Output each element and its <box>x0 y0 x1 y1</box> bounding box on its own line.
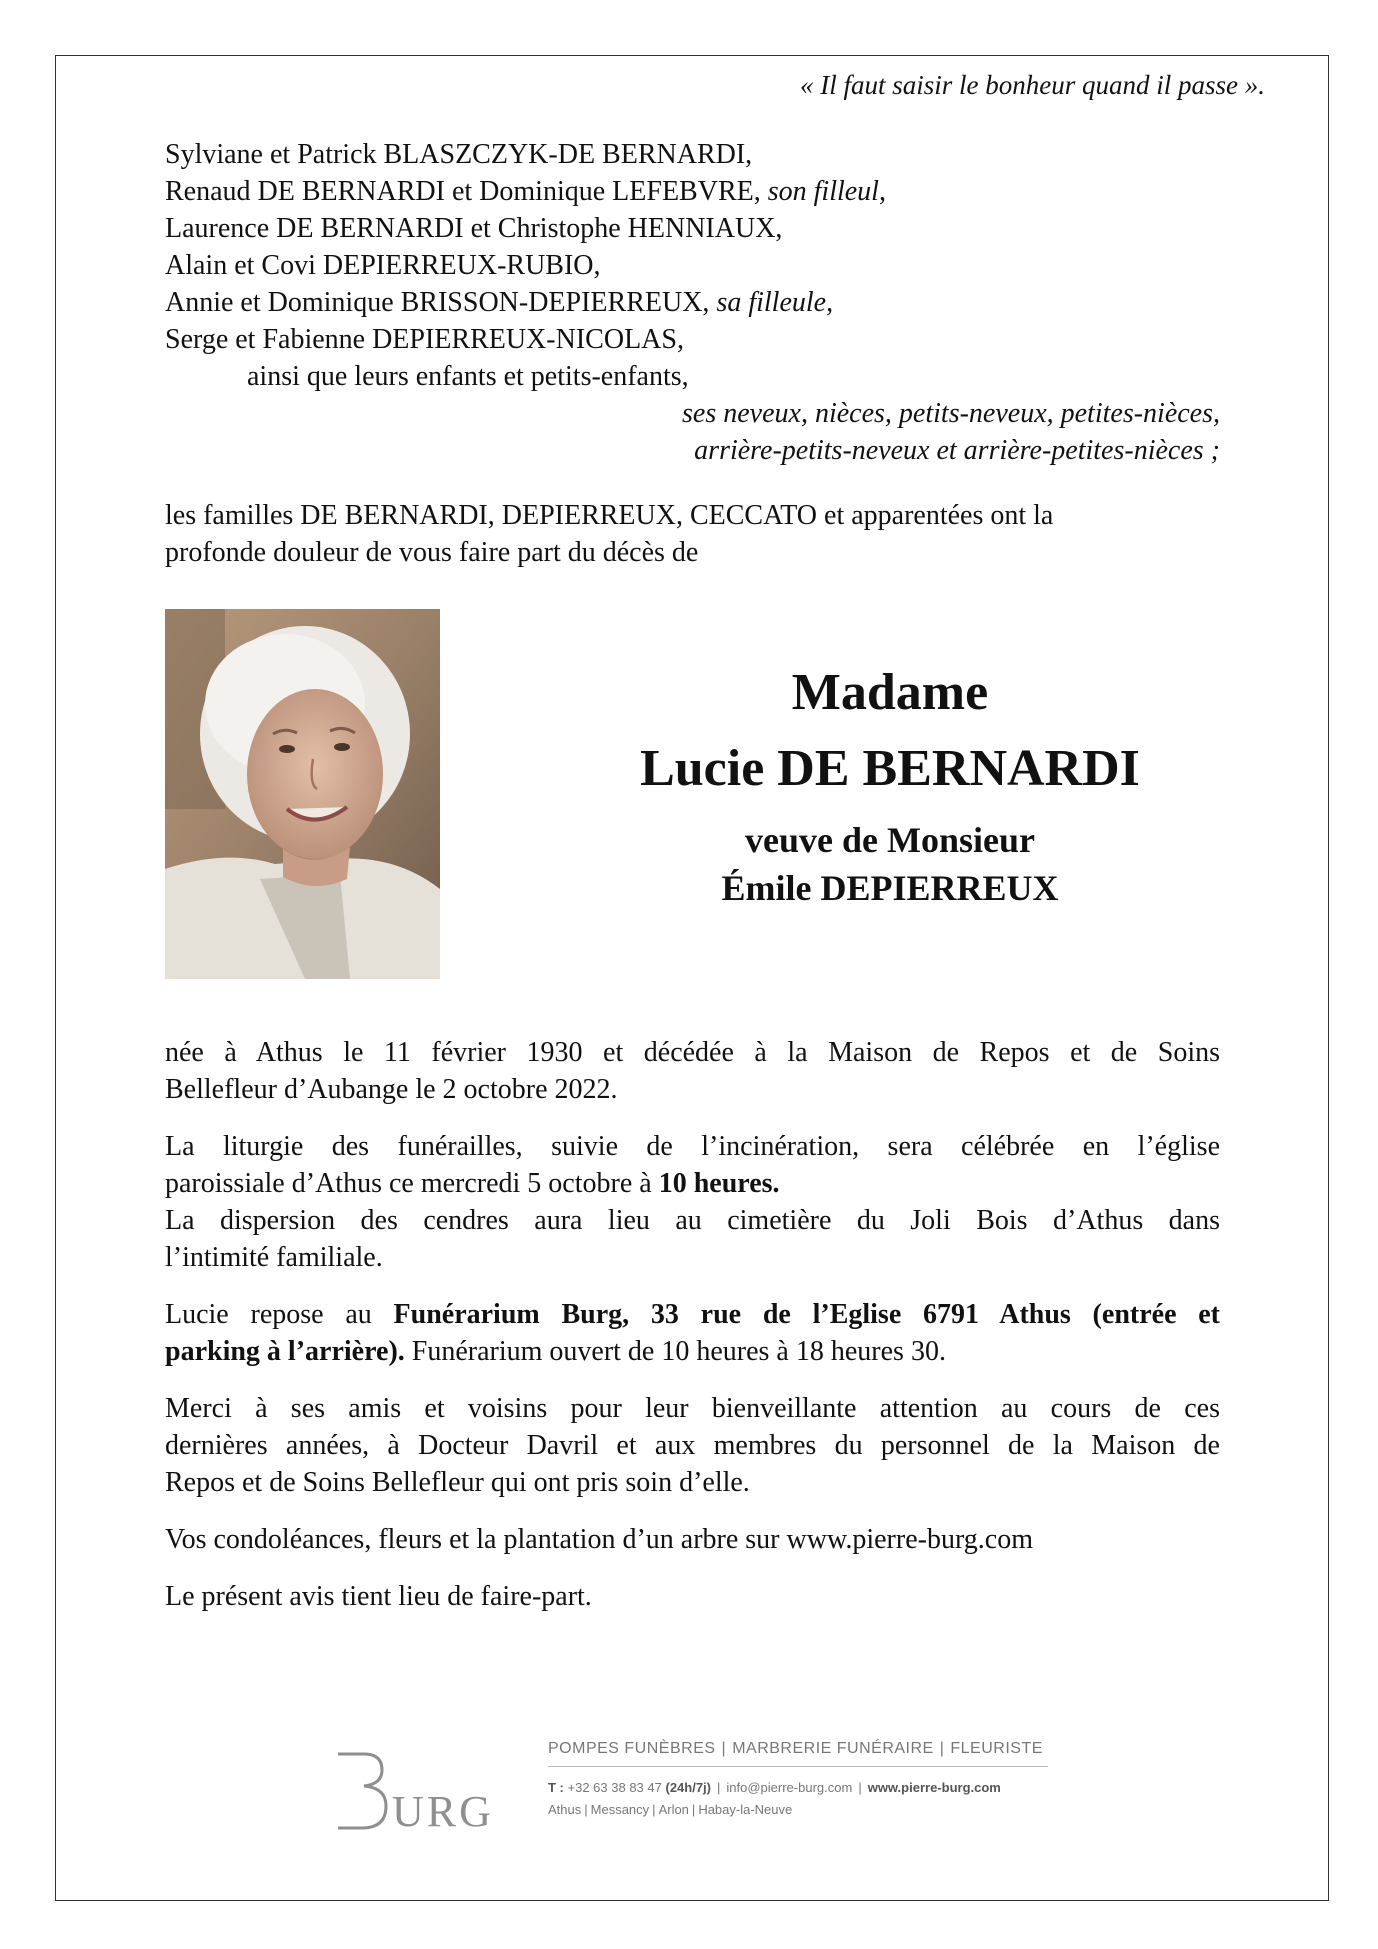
birth-paragraph: née à Athus le 11 février 1930 et décédée à la Maison de Repos et de Soins Bellefleur d’Aubange le 2 octobre 2022. <box>165 1037 1220 1105</box>
contact-line: T : +32 63 38 83 47 (24h/7j) | info@pierre-burg.com | www.pierre-burg.com <box>548 1780 1001 1795</box>
relation-note: sa filleule <box>716 287 827 318</box>
rest-paragraph: Lucie repose au Funérarium Burg, 33 rue de l’Eglise 6791 Athus (entrée et parking à l’arrière). Funérarium ouvert de 10 heures à 18 heures 30. <box>165 1299 1220 1367</box>
deceased-name-block <box>560 658 1220 912</box>
burg-logo <box>334 1748 509 1833</box>
thanks-paragraph: Merci à ses amis et voisins pour leur bienveillante attention au cours de ces dernières années, à Docteur Davril et aux membres du personnel de la Maison de Repos et de Soins Bellefleur qui ont pris soin d’elle. <box>165 1393 1220 1498</box>
phone-number[interactable]: +32 63 38 83 47 <box>567 1780 662 1795</box>
condolences-paragraph: Vos condoléances, fleurs et la plantation d’un arbre sur www.pierre-burg.com <box>165 1524 1033 1555</box>
portrait-photo <box>165 609 440 979</box>
liturgy-paragraph: La liturgie des funérailles, suivie de l’incinération, sera célébrée en l’église paroissiale d’Athus ce mercredi 5 octobre à 10 heures. La dispersion des cendres aura lieu au cimetière du Joli Bois d’Athus dans l’intimité familiale. <box>165 1131 1220 1273</box>
deceased-name: Lucie DE BERNARDI <box>640 740 1140 797</box>
email-link[interactable]: info@pierre-burg.com <box>726 1780 853 1795</box>
notice-body <box>165 1034 1220 1635</box>
funeral-home-address: Funérarium Burg, 33 rue de l’Eglise 6791 Athus (entrée et <box>393 1299 1220 1330</box>
nephews-line: ses neveux, nièces, petits-neveux, petites-nièces, <box>682 398 1220 429</box>
family-line: Alain et Covi DEPIERREUX-RUBIO, <box>165 250 601 281</box>
announcement-text: les familles DE BERNARDI, DEPIERREUX, CECCATO et apparentées ont la profonde douleur de vous faire part du décès de <box>165 500 1054 568</box>
family-line: Laurence DE BERNARDI et Christophe HENNIAUX, <box>165 213 783 244</box>
family-list <box>165 136 1220 469</box>
epigraph-quote: « Il faut saisir le bonheur quand il passe ». <box>800 70 1265 100</box>
children-line: ainsi que leurs enfants et petits-enfants, <box>247 361 689 392</box>
relation-note: son filleul <box>767 176 879 207</box>
deceased-title: Madame <box>791 664 989 721</box>
svg-text:URG: URG <box>392 1787 494 1833</box>
family-line: Sylviane et Patrick BLASZCZYK-DE BERNARDI, <box>165 139 753 170</box>
nephews-line: arrière-petits-neveux et arrière-petites-nièces ; <box>694 435 1220 466</box>
widow-line: veuve de Monsieur <box>745 820 1035 860</box>
family-line: Renaud DE BERNARDI et Dominique LEFEBVRE, son filleul, <box>165 176 886 207</box>
services-line: POMPES FUNÈBRES | MARBRERIE FUNÉRAIRE | FLEURISTE <box>548 1740 1048 1767</box>
notice-paragraph: Le présent avis tient lieu de faire-part. <box>165 1581 592 1612</box>
spouse-name: Émile DEPIERREUX <box>721 868 1059 908</box>
towns-line: Athus | Messancy | Arlon | Habay-la-Neuve <box>548 1802 793 1817</box>
family-line: Serge et Fabienne DEPIERREUX-NICOLAS, <box>165 324 684 355</box>
liturgy-time: 10 heures. <box>658 1168 780 1199</box>
family-line: Annie et Dominique BRISSON-DEPIERREUX, sa filleule, <box>165 287 834 318</box>
website-link[interactable]: www.pierre-burg.com <box>867 1780 1001 1795</box>
footer-info <box>548 1740 1048 1817</box>
